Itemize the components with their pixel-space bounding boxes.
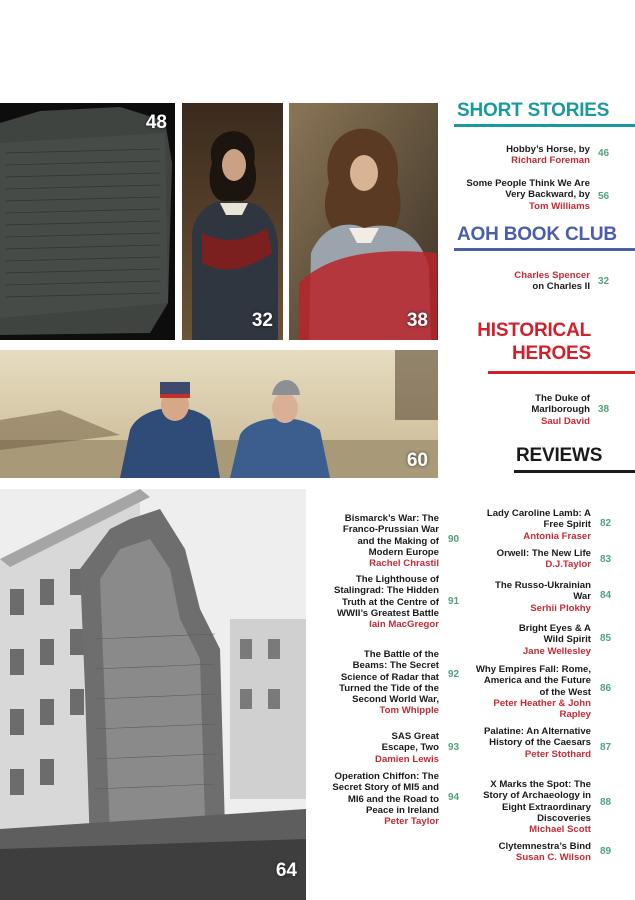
page-number: 90 (448, 534, 460, 545)
charles-portrait-image (182, 103, 283, 340)
toc-entry[interactable]: Operation Chiffon: The Secret Story of MI5 and MI6 and the Road to Peace in Ireland Peter Taylor (332, 771, 439, 828)
heroes-title-line2: HEROES (511, 343, 591, 364)
image-page-number: 64 (275, 860, 297, 881)
page-number: 82 (600, 518, 612, 529)
toc-entry[interactable]: The Battle of the Beams: The Secret Science of Radar that Turned the Tide of the Second World War, Tom Whipple (339, 649, 439, 717)
image-page-number: 60 (406, 450, 428, 471)
toc-entry[interactable]: Bismarck’s War: The Franco-Prussian War and the Making of Modern Europe Rachel Chrastil (342, 513, 439, 570)
toc-entry[interactable]: Bright Eyes & A Wild Spirit Jane Wellesley (518, 623, 591, 657)
page-number: 85 (600, 633, 612, 644)
page-number: 84 (600, 590, 612, 601)
stalingrad-ruin-image (0, 489, 306, 900)
page-number: 88 (600, 797, 612, 808)
page-number: 56 (598, 191, 610, 202)
toc-entry[interactable]: X Marks the Spot: The Story of Archaeology in Eight Extraordinary Discoveries Michael Scott (483, 779, 591, 836)
page-number: 87 (600, 742, 612, 753)
image-page-number: 38 (406, 310, 428, 331)
toc-entry[interactable]: SAS Great Escape, Two Damien Lewis (375, 731, 439, 765)
section-title-short-stories: SHORT STORIES (457, 100, 610, 121)
toc-entry[interactable]: The Lighthouse of Stalingrad: The Hidden Truth at the Centre of WWII’s Greatest Battle Iain MacGregor (333, 574, 439, 631)
bismarck-painting-image (0, 350, 438, 478)
toc-entry[interactable]: The Duke of Marlborough Saul David (531, 393, 590, 427)
marlborough-portrait-image (289, 103, 438, 340)
section-rule (514, 470, 635, 473)
page-number: 94 (448, 792, 460, 803)
page-number: 89 (600, 846, 612, 857)
section-rule (454, 124, 635, 127)
page-number: 46 (598, 148, 610, 159)
page-number: 38 (598, 404, 610, 415)
section-title-heroes (477, 319, 591, 365)
toc-entry[interactable]: Orwell: The New Life D.J.Taylor (496, 548, 591, 571)
toc-entry[interactable]: The Russo-Ukrainian War Serhii Plokhy (495, 580, 591, 614)
toc-entry[interactable]: Why Empires Fall: Rome, America and the Future of the West Peter Heather & John Rapley (475, 664, 591, 721)
toc-entry[interactable]: Some People Think We Are Very Backward, by Tom Williams (466, 178, 590, 212)
image-page-number: 48 (145, 112, 167, 133)
page-number: 93 (448, 742, 460, 753)
section-title-reviews: REVIEWS (516, 445, 603, 466)
section-rule (454, 248, 635, 251)
toc-entry[interactable]: Lady Caroline Lamb: A Free Spirit Antonia Fraser (486, 508, 591, 542)
section-rule (488, 371, 635, 374)
heroes-title-line1: HISTORICAL (477, 320, 591, 341)
rosetta-stone-image (0, 103, 175, 340)
image-page-number: 32 (251, 310, 273, 331)
page-number: 91 (448, 596, 460, 607)
page-number: 83 (600, 554, 612, 565)
toc-entry[interactable]: Palatine: An Alternative History of the Caesars Peter Stothard (484, 726, 591, 760)
toc-entry[interactable]: Charles Spencer on Charles II (514, 270, 590, 293)
section-title-book-club: AOH BOOK CLUB (457, 224, 617, 245)
toc-entry[interactable]: Hobby’s Horse, by Richard Foreman (506, 144, 590, 167)
page-number: 92 (448, 669, 460, 680)
toc-entry[interactable]: Clytemnestra’s Bind Susan C. Wilson (498, 841, 591, 864)
page-number: 32 (598, 276, 610, 287)
page-number: 86 (600, 683, 612, 694)
